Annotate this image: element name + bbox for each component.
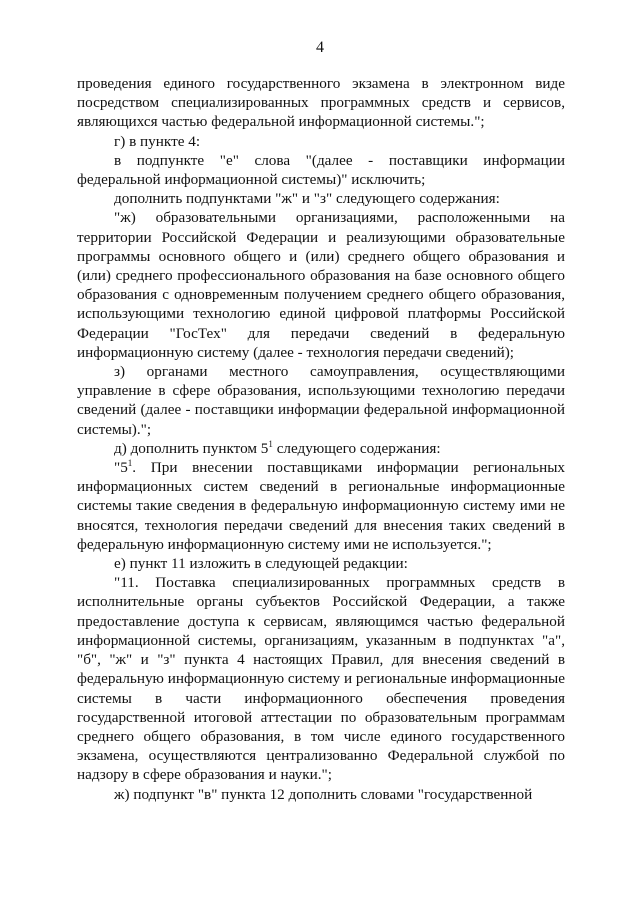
paragraph-item-g: г) в пункте 4: [114,132,201,150]
text-after: следующего содержания: [272,439,441,457]
paragraph-add-subitems: дополнить подпунктами "ж" и "з" следующего содержания: [114,190,500,208]
paragraph-item-e: е) пункт 11 изложить в следующей редакции: [114,555,408,573]
paragraph-item-d [77,439,565,458]
document-body [77,74,565,804]
paragraph-item-zh: ж) подпункт "в" пункта 12 дополнить словами "государственной [114,785,533,803]
text-after: . При внесении поставщиками информации региональных информационных систем сведений в региональные информационные системы такие сведения в федеральную информационную систему ими не вносятся, технология передачи сведений для внесения таких сведений в федеральную информационную систему ими не используется."; [77,459,565,553]
paragraph-subitem-e-exclusion: в подпункте "е" слова "(далее - поставщики информации федеральной информационной системы)" исключить; [77,151,565,189]
paragraph-point-5-1 [77,458,565,554]
paragraph-subitem-z: з) органами местного самоуправления, осуществляющими управление в сфере образования, использующими технологию передачи сведений (далее - поставщики информации федеральной информационной системы)."; [77,363,565,438]
paragraph-subitem-zh: "ж) образовательными организациями, расположенными на территории Российской Федерации и реализующими образовательные программы основного общего и (или) среднего общего образования и (или) среднего профессионального образования на базе основного общего образования с одновременным получением среднего общего образования, использующими технологию единой цифровой платформы Российской Федерации "ГосТех" для передачи сведений в федеральную информационную систему (далее - технология передачи сведений); [77,209,565,361]
text-before: д) дополнить пунктом 5 [114,439,269,457]
paragraph-continuation: проведения единого государственного экзамена в электронном виде посредством специализированных программных средств и сервисов, являющихся частью федеральной информационной системы."; [77,75,565,131]
superscript: 1 [127,458,133,469]
page-number: 4 [316,39,324,56]
superscript: 1 [268,438,273,449]
paragraph-point-11: "11. Поставка специализированных программных средств в исполнительные органы субъектов Российской Федерации, а также предоставление доступа к сервисам, являющимся частью федеральной информационной системы, организациям, указанным в подпунктах "а", "б", "ж" и "з" пункта 4 настоящих Правил, для внесения сведений в федеральную информационную систему и региональные информационные системы в части информационного обеспечения проведения государственной итоговой аттестации по образовательным программам среднего общего образования, в том числе единого государственного экзамена, осуществляются централизованно Федеральной службой по надзору в сфере образования и науки."; [77,574,565,784]
text-before: "5 [114,459,128,477]
